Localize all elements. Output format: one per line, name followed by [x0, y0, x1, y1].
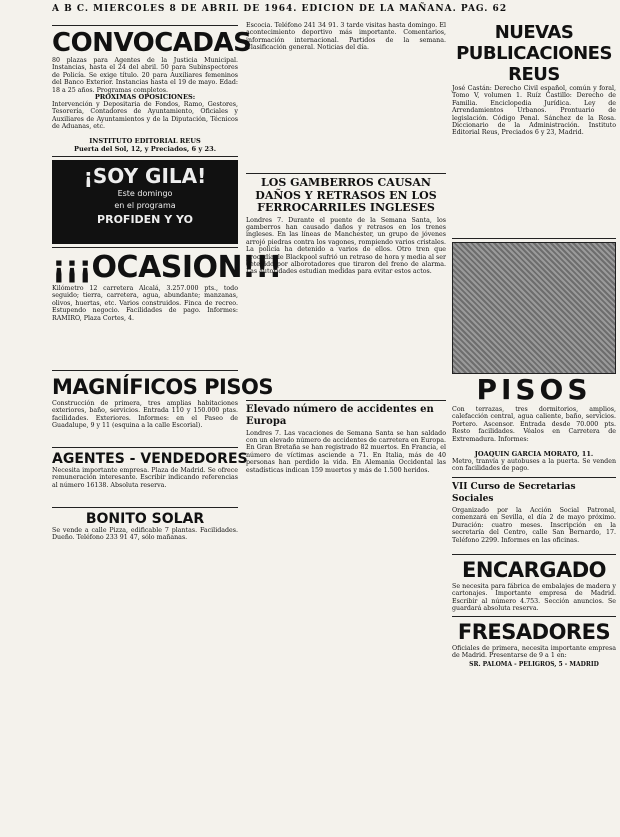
building-photo: [452, 242, 616, 374]
proximas-text: Intervención y Depositaria de Fondos, Ramo, Gestores, Tesorería, Contadores de Ayuntamiento, Oficiales y Auxiliares de Ayuntamientos y de la Diputación, Técnicos de Aduanas, etc.: [52, 101, 238, 131]
news-accidentes-title: Elevado número de accidentes en Europa: [246, 403, 434, 427]
ad-ocasion-text: Kilómetro 12 carretera Alcalá, 3.257.000 pts., todo seguido; tierra, carretera, agua, abundante; manzanas, olivos, huertas, etc. Varios construidos. Finca de recreo. Estupendo negocio. Facilidades de pago. Informes: RAMIRO, Plaza Cortes, 4.: [52, 285, 238, 322]
ad-agentes-title: AGENTES - VENDEDORES: [52, 451, 248, 467]
instituto-line1: INSTITUTO EDITORIAL REUS: [89, 137, 201, 145]
divider: [52, 447, 238, 448]
ad-nuevas-title: NUEVAS PUBLICACIONES REUS: [456, 22, 612, 85]
divider: [452, 238, 616, 239]
ad-curso-title: VII Curso de Secretarias Sociales: [452, 482, 576, 504]
ad-magnificos-title: MAGNÍFICOS PISOS: [52, 375, 273, 399]
ad-encargado-text: Se necesita para fábrica de embalajes de madera y cartonajes. Importante empresa de Madrid. Escribir al número 4.753. Sección anuncios. Se guardará absoluta reserva.: [452, 583, 616, 613]
ad-garcia-text: Metro, tranvía y autobuses a la puerta. Se venden con facilidades de pago.: [452, 458, 616, 473]
ad-fresadores-addr: SR. PALOMA - PELIGROS, 5 - MADRID: [469, 661, 599, 668]
ad-convocadas-title: CONVOCADAS: [52, 28, 252, 58]
soy-gila-line3: PROFIDEN Y YO: [97, 213, 193, 226]
proximas-title: PRÓXIMAS OPOSICIONES:: [94, 93, 196, 101]
ad-fresadores-title: FRESADORES: [457, 620, 611, 644]
news-gamberros-text: Londres 7. Durante el puente de la Semana Santa, los gamberros han causado daños y retrasos en los trenes ingleses. En las líneas de Manchester, un grupo de jóvenes arrojó piedras contra los vagones, rompiendo varios cristales. La policía ha detenido a varios de ellos. Otro tren que procedía de Blackpool sufrió un retraso de hora y media al ser detenido por alborotadores que tiraron del freno de alarma. Las autoridades estudian medidas para evitar estos actos.: [246, 216, 446, 276]
ad-bonito-text: Se vende a calle Pizza, edificable 7 plantas. Facilidades. Dueño. Teléfono 233 91 47, sólo mañanas.: [52, 527, 238, 542]
divider: [52, 247, 238, 248]
divider: [52, 370, 238, 371]
ad-fresadores-text: Oficiales de primera, necesita importante empresa de Madrid. Presentarse de 9 a 1 en:: [452, 645, 616, 660]
column-right: [452, 22, 616, 837]
ad-bonito-title: BONITO SOLAR: [85, 511, 205, 527]
ad-pisos-title: PISOS: [476, 373, 592, 406]
ad-pisos-text: Con terrazas, tres dormitorios, amplios, calefacción central, agua caliente, baño, servicios. Portero. Ascensor. Entrada desde 70.000 pts. Resto facilidades. Véalos en Carretera de Extremadura. Informes:: [452, 406, 616, 443]
column-middle: [246, 22, 446, 837]
news-top-text: Escocia. Teléfono 241 34 91. 3 tarde visitas hasta domingo. El acontecimiento deportivo más importante. Comentarios, información internacional. Partidos de la semana. Clasificación general. Noticias del día.: [246, 22, 446, 52]
ad-encargado-title: ENCARGADO: [461, 558, 607, 582]
divider: [452, 616, 616, 617]
news-gamberros-title: LOS GAMBERROS CAUSAN DAÑOS Y RETRASOS EN LOS FERROCARRILES INGLESES: [255, 176, 437, 214]
ad-soy-gila: [52, 160, 238, 244]
column-left: [52, 22, 282, 837]
ad-agentes-text: Necesita importante empresa. Plaza de Madrid. Se ofrece remuneración interesante. Escribir indicando referencias al número 16138. Absoluta reserva.: [52, 467, 238, 489]
ad-garcia-title: JOAQUIN GARCIA MORATO, 11.: [474, 450, 594, 458]
ad-ocasion-title: ¡¡¡OCASION!!!: [52, 250, 282, 285]
soy-gila-line1: Este domingo: [117, 189, 173, 198]
ad-convocadas-text: 80 plazas para Agentes de la Justicia Municipal. Instancias, hasta el 24 del abril. 50 para Subinspectores de Policía. Se exige título. 20 para Auxiliares femeninos del Banco Exterior. Instancias hasta el 19 de mayo. Edad: 18 a 25 años. Programas completos.: [52, 57, 238, 94]
divider: [52, 25, 238, 26]
ad-magnificos-text: Construcción de primera, tres amplias habitaciones exteriores, baño, servicios. Entrada 110 y 150.000 ptas. facilidades. Exteriores. Informes: en el Paseo de Guadalupe, 9 y 11 (esquina a la calle Escorial).: [52, 400, 238, 430]
divider: [246, 400, 446, 401]
divider: [52, 156, 238, 157]
instituto-line2: Puerta del Sol, 12, y Preciados, 6 y 23.: [73, 145, 216, 153]
divider: [52, 507, 238, 508]
divider: [452, 477, 616, 478]
news-accidentes-text: Londres 7. Las vacaciones de Semana Santa se han saldado con un elevado número de accidentes de carretera en Europa. En Gran Bretaña se han registrado 82 muertos. En Francia, el número de víctimas asciende a 71. En Italia, más de 40 personas han perdido la vida. En Alemania Occidental las estadísticas indican 159 muertos y más de 1.500 heridos.: [246, 429, 446, 474]
divider: [452, 554, 616, 555]
ad-curso-text: Organizado por la Acción Social Patronal, comenzará en Sevilla, el día 2 de mayo próximo. Duración: cuatro meses. Inscripción en la secretaría del Centro, calle San Bernardo, 17. Teléfono 2299. Informes en las oficinas.: [452, 507, 616, 544]
soy-gila-line2: en el programa: [114, 201, 176, 210]
ad-nuevas-text: José Castán: Derecho Civil español, común y foral, Tomo V, volumen 1. Ruíz Castillo: Derecho de Familia. Enciclopedia Jurídica. Ley de Arrendamientos Urbanos. Prontuario de legislación. Código Penal. Sánchez de la Rosa. Diccionario de la Administración. Instituto Editorial Reus, Preciados 6 y 23, Madrid.: [452, 85, 616, 137]
page-header: A B C. MIERCOLES 8 DE ABRIL DE 1964. EDICION DE LA MAÑANA. PAG. 62: [52, 4, 508, 14]
divider: [246, 173, 446, 174]
soy-gila-title: ¡SOY GILA!: [83, 164, 207, 188]
